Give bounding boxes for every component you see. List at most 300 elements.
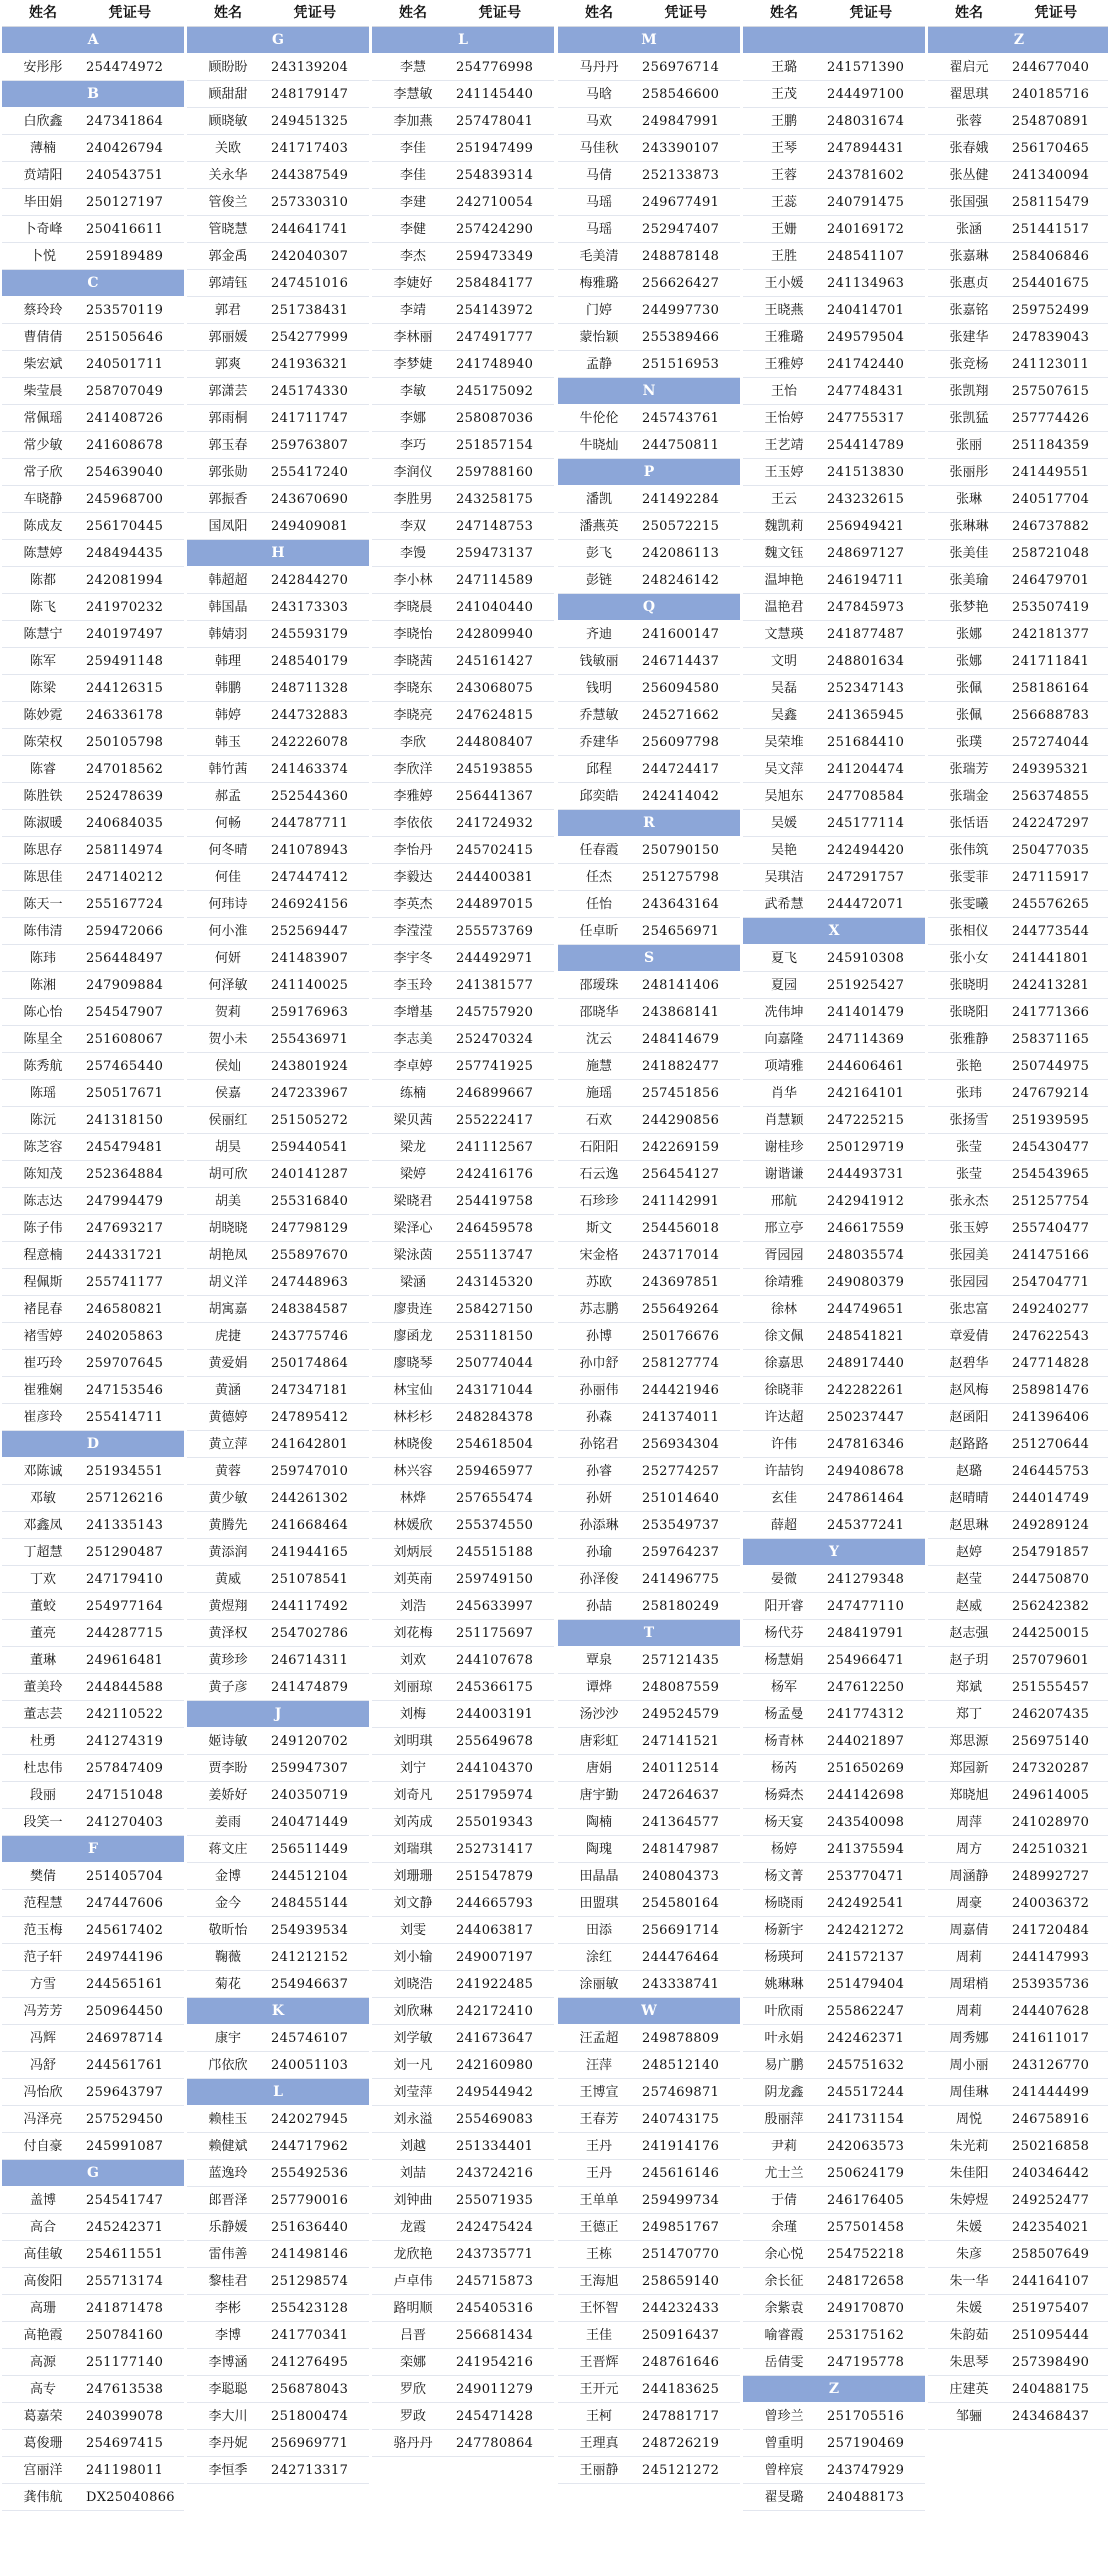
credential-number: 251934551 <box>86 1464 164 1479</box>
table-row <box>558 972 740 999</box>
table-row <box>372 648 554 675</box>
person-name: 吴琪洁 <box>764 870 804 885</box>
credential-number: 247115917 <box>1012 870 1090 885</box>
person-name: 刘瑞琪 <box>393 1842 433 1857</box>
person-name: 陈知茂 <box>23 1167 63 1182</box>
credential-number: 249252477 <box>1012 2193 1090 2208</box>
credential-number: 254776998 <box>456 60 534 75</box>
table-row <box>2 648 184 675</box>
table-row <box>187 2268 369 2295</box>
person-name: 蔡玲玲 <box>23 303 63 318</box>
credential-number: 244732883 <box>271 708 349 723</box>
credential-number: 259491148 <box>86 654 164 669</box>
table-row <box>372 1647 554 1674</box>
credential-number: 243540098 <box>827 1815 905 1830</box>
credential-number: 241496775 <box>642 1572 720 1587</box>
table-row <box>2 1485 184 1512</box>
credential-number: 246758916 <box>1012 2112 1090 2127</box>
credential-number: 249289124 <box>1012 1518 1090 1533</box>
credential-number: 245161427 <box>456 654 534 669</box>
person-name: 任杰 <box>585 870 612 885</box>
credential-number: 255492536 <box>271 2166 349 2181</box>
table-row <box>928 756 1108 783</box>
table-row <box>928 81 1108 108</box>
person-name: 苏欧 <box>585 1275 612 1290</box>
person-name: 林宝仙 <box>393 1383 433 1398</box>
credential-number: 241483907 <box>271 951 349 966</box>
credential-number: 251738431 <box>271 303 349 318</box>
table-row <box>187 2160 369 2187</box>
person-name: 张伟筑 <box>949 843 989 858</box>
table-row <box>372 594 554 621</box>
table-row <box>2 1107 184 1134</box>
credential-number: 258721048 <box>1012 546 1090 561</box>
table-row <box>372 405 554 432</box>
table-row <box>928 891 1108 918</box>
table-row <box>2 2430 184 2457</box>
table-row <box>558 1323 740 1350</box>
person-name: 肖华 <box>770 1086 797 1101</box>
person-name: 陈梁 <box>29 681 56 696</box>
table-row <box>372 1593 554 1620</box>
table-row <box>558 513 740 540</box>
credential-number: 243801924 <box>271 1059 349 1074</box>
section-header <box>2 81 184 108</box>
person-name: 顾盼盼 <box>208 60 248 75</box>
table-row <box>743 1242 925 1269</box>
credential-number: 241463374 <box>271 762 349 777</box>
person-name: 谭烨 <box>585 1680 612 1695</box>
credential-number: 257790016 <box>271 2193 349 2208</box>
person-name: 杜忠伟 <box>23 1761 63 1776</box>
table-row <box>928 567 1108 594</box>
table-row <box>558 864 740 891</box>
person-name: 郭振香 <box>208 492 248 507</box>
table-row <box>558 432 740 459</box>
person-name: 吴旭东 <box>764 789 804 804</box>
credential-number: 255414711 <box>86 1410 164 1425</box>
table-row <box>743 2457 925 2484</box>
name-header: 姓名 <box>29 5 57 21</box>
person-name: 陈天一 <box>23 897 63 912</box>
person-name: 刘钟曲 <box>393 2193 433 2208</box>
table-row <box>558 2187 740 2214</box>
credential-number: 249395321 <box>1012 762 1090 777</box>
table-row <box>743 2268 925 2295</box>
table-row <box>2 162 184 189</box>
table-row <box>2 513 184 540</box>
credential-number: 244063817 <box>456 1923 534 1938</box>
credential-number: 244492971 <box>456 951 534 966</box>
credential-number: 241396406 <box>1012 1410 1090 1425</box>
table-row <box>743 2403 925 2430</box>
credential-number: 259473349 <box>456 249 534 264</box>
credential-number: 241276495 <box>271 2355 349 2370</box>
table-row <box>558 1431 740 1458</box>
person-name: 任卓昕 <box>579 924 619 939</box>
table-row <box>743 108 925 135</box>
table-row <box>187 837 369 864</box>
credential-number: 251270644 <box>1012 1437 1090 1452</box>
credential-number: 250624179 <box>827 2166 905 2181</box>
person-name: 陈慧宁 <box>23 627 63 642</box>
credential-number: 254543965 <box>1012 1167 1090 1182</box>
credential-number: 251405704 <box>86 1869 164 1884</box>
person-name: 崔雅娴 <box>23 1383 63 1398</box>
person-name: 黄威 <box>214 1572 241 1587</box>
person-name: 石阳阳 <box>579 1140 619 1155</box>
table-row <box>743 1890 925 1917</box>
person-name: 张艳 <box>955 1059 982 1074</box>
person-name: 钱敏丽 <box>579 654 619 669</box>
table-row <box>928 405 1108 432</box>
table-row <box>2 135 184 162</box>
person-name: 刘梅 <box>399 1707 426 1722</box>
person-name: 刘永溢 <box>393 2112 433 2127</box>
table-row <box>928 135 1108 162</box>
credential-number: 248512140 <box>642 2058 720 2073</box>
table-row <box>928 1242 1108 1269</box>
person-name: 关永华 <box>208 168 248 183</box>
credential-number: 241673647 <box>456 2031 534 2046</box>
person-name: 王理真 <box>579 2436 619 2451</box>
table-row <box>372 810 554 837</box>
credential-number: 247140212 <box>86 870 164 885</box>
person-name: 张竞杨 <box>949 357 989 372</box>
table-row <box>558 1836 740 1863</box>
credential-number: 245715873 <box>456 2274 534 2289</box>
credential-number: 241600147 <box>642 627 720 642</box>
person-name: 车晓静 <box>23 492 63 507</box>
section-letter: Q <box>642 599 656 615</box>
table-row <box>2 594 184 621</box>
person-name: 顾甜甜 <box>208 87 248 102</box>
person-name: 管晓慧 <box>208 222 248 237</box>
person-name: 孙博 <box>585 1329 612 1344</box>
person-name: 尤士兰 <box>764 2166 804 2181</box>
person-name: 王佳 <box>585 2328 612 2343</box>
credential-number: 246617559 <box>827 1221 905 1236</box>
credential-number: 243258175 <box>456 492 534 507</box>
credential-number: 244107678 <box>456 1653 534 1668</box>
person-name: 翟启元 <box>949 60 989 75</box>
credential-number: 242269159 <box>642 1140 720 1155</box>
credential-number: 251275798 <box>642 870 720 885</box>
credential-number: 248541107 <box>827 249 905 264</box>
credential-number: 241944165 <box>271 1545 349 1560</box>
table-row <box>558 2160 740 2187</box>
person-name: 王丽静 <box>579 2463 619 2478</box>
credential-number: 255741177 <box>86 1275 164 1290</box>
table-row <box>928 297 1108 324</box>
table-row <box>558 2241 740 2268</box>
credential-number: 254474972 <box>86 60 164 75</box>
person-name: 王雅婷 <box>764 357 804 372</box>
credential-number: 247291757 <box>827 870 905 885</box>
credential-number: 254791857 <box>1012 1545 1090 1560</box>
credential-number: 254401675 <box>1012 276 1090 291</box>
table-row <box>2 810 184 837</box>
person-name: 张雅静 <box>949 1032 989 1047</box>
table-row <box>372 999 554 1026</box>
credential-number: 244724417 <box>642 762 720 777</box>
credential-number: 245242371 <box>86 2220 164 2235</box>
table-row <box>187 270 369 297</box>
table-row <box>372 1080 554 1107</box>
person-name: 邵瑷珠 <box>579 978 619 993</box>
person-name: 郭丽媛 <box>208 330 248 345</box>
person-name: 卢卓伟 <box>393 2274 433 2289</box>
person-name: 谢桂珍 <box>764 1140 804 1155</box>
person-name: 王怡 <box>770 384 797 399</box>
table-row <box>187 1269 369 1296</box>
section-letter: K <box>271 2003 285 2019</box>
credential-number: 241274319 <box>86 1734 164 1749</box>
table-row <box>558 1539 740 1566</box>
person-name: 殷丽萍 <box>764 2112 804 2127</box>
table-row <box>928 2133 1108 2160</box>
credential-number: 254839314 <box>456 168 534 183</box>
credential-number: 248540179 <box>271 654 349 669</box>
person-name: 夏园 <box>770 978 797 993</box>
table-row <box>372 1863 554 1890</box>
credential-number: 241134963 <box>827 276 905 291</box>
credential-number: 241668464 <box>271 1518 349 1533</box>
person-name: 贾李盼 <box>208 1761 248 1776</box>
table-row <box>2 459 184 486</box>
person-name: 陈成友 <box>23 519 63 534</box>
credential-number: 257655474 <box>456 1491 534 1506</box>
credential-number: 241774312 <box>827 1707 905 1722</box>
table-row <box>2 1674 184 1701</box>
credential-number: 241954216 <box>456 2355 534 2370</box>
credential-number: 241270403 <box>86 1815 164 1830</box>
person-name: 张美佳 <box>949 546 989 561</box>
person-name: 范子轩 <box>23 1950 63 1965</box>
person-name: 黎桂君 <box>208 2274 248 2289</box>
table-row <box>558 918 740 945</box>
table-row <box>743 351 925 378</box>
person-name: 杨天宴 <box>764 1815 804 1830</box>
table-row <box>2 1404 184 1431</box>
table-row <box>558 189 740 216</box>
person-name: 赵函阳 <box>949 1410 989 1425</box>
table-row <box>928 189 1108 216</box>
credential-number: 247693217 <box>86 1221 164 1236</box>
person-name: 卜悦 <box>29 249 56 264</box>
credential-number: 242282261 <box>827 1383 905 1398</box>
table-row <box>743 2484 925 2511</box>
credential-number: 257507615 <box>1012 384 1090 399</box>
credential-number: 250477035 <box>1012 843 1090 858</box>
table-row <box>187 135 369 162</box>
credential-number: 244400381 <box>456 870 534 885</box>
person-name: 邓敏 <box>29 1491 56 1506</box>
person-name: 卜奇峰 <box>23 222 63 237</box>
person-name: 王胜 <box>770 249 797 264</box>
person-name: 蓝逸玲 <box>208 2166 248 2181</box>
credential-number: 252478639 <box>86 789 164 804</box>
table-row <box>2 1809 184 1836</box>
person-name: 徐晓菲 <box>764 1383 804 1398</box>
person-name: 朱光莉 <box>949 2139 989 2154</box>
person-name: 李建 <box>399 195 426 210</box>
person-name: 邵晓华 <box>579 1005 619 1020</box>
person-name: 赵子玥 <box>949 1653 989 1668</box>
section-header <box>743 918 925 945</box>
table-row <box>2 1215 184 1242</box>
table-row <box>928 1674 1108 1701</box>
person-name: 王蓉 <box>770 168 797 183</box>
person-name: 安彤彤 <box>23 60 63 75</box>
table-row <box>558 729 740 756</box>
table-row <box>558 999 740 1026</box>
person-name: 张莹 <box>955 1140 982 1155</box>
table-row <box>187 945 369 972</box>
person-name: 张琳琳 <box>949 519 989 534</box>
table-row <box>372 972 554 999</box>
table-row <box>743 1809 925 1836</box>
credential-number: 245430477 <box>1012 1140 1090 1155</box>
credential-number: 247347181 <box>271 1383 349 1398</box>
person-name: 刘珊珊 <box>393 1869 433 1884</box>
credential-number: 251479404 <box>827 1977 905 1992</box>
credential-number: 258180249 <box>642 1599 720 1614</box>
credential-number: 242164101 <box>827 1086 905 1101</box>
table-row <box>743 405 925 432</box>
table-row <box>372 1053 554 1080</box>
person-name: 陈淑暖 <box>23 816 63 831</box>
table-row <box>558 1755 740 1782</box>
credential-number: 251095444 <box>1012 2328 1090 2343</box>
table-row <box>187 918 369 945</box>
credential-number: 247780864 <box>456 2436 534 2451</box>
table-row <box>743 945 925 972</box>
person-name: 高专 <box>29 2382 56 2397</box>
table-row <box>928 2025 1108 2052</box>
credential-number: 248284378 <box>456 1410 534 1425</box>
person-name: 李怡丹 <box>393 843 433 858</box>
credential-number: 245991087 <box>86 2139 164 2154</box>
table-row <box>743 1728 925 1755</box>
person-name: 姚琳琳 <box>764 1977 804 1992</box>
person-name: 方雪 <box>29 1977 56 1992</box>
credential-number: 247153546 <box>86 1383 164 1398</box>
credential-number: 259749150 <box>456 1572 534 1587</box>
person-name: 李健 <box>399 222 426 237</box>
table-row <box>372 2187 554 2214</box>
section-letter: M <box>641 32 657 48</box>
table-row <box>743 594 925 621</box>
person-name: 石珍珍 <box>579 1194 619 1209</box>
person-name: 赵风梅 <box>949 1383 989 1398</box>
credential-number: 242492541 <box>827 1896 905 1911</box>
person-name: 王雅璐 <box>764 330 804 345</box>
table-row <box>372 1296 554 1323</box>
person-name: 乐静媛 <box>208 2220 248 2235</box>
table-row <box>743 621 925 648</box>
table-row <box>928 351 1108 378</box>
table-row <box>743 2430 925 2457</box>
table-row <box>558 2430 740 2457</box>
credential-number: 259747010 <box>271 1464 349 1479</box>
credential-number: 240051103 <box>271 2058 349 2073</box>
person-name: 陈瑶 <box>29 1086 56 1101</box>
table-row <box>372 918 554 945</box>
credential-number: 244407628 <box>1012 2004 1090 2019</box>
table-row <box>928 1107 1108 1134</box>
table-row <box>928 1188 1108 1215</box>
credential-number: 258371165 <box>1012 1032 1090 1047</box>
credential-number: 251925427 <box>827 978 905 993</box>
table-row <box>743 1431 925 1458</box>
person-name: 石云逸 <box>579 1167 619 1182</box>
credential-number: 246714311 <box>271 1653 349 1668</box>
table-row <box>372 1890 554 1917</box>
table-row <box>372 1458 554 1485</box>
person-name: 廖贵连 <box>393 1302 433 1317</box>
credential-number: 257501458 <box>827 2220 905 2235</box>
table-row <box>558 1782 740 1809</box>
person-name: 刘欢 <box>399 1653 426 1668</box>
table-row <box>743 1377 925 1404</box>
credential-number: 252731417 <box>456 1842 534 1857</box>
person-name: 林杉杉 <box>393 1410 433 1425</box>
person-name: 李欣洋 <box>393 762 433 777</box>
table-row <box>928 2187 1108 2214</box>
credential-number: 246978714 <box>86 2031 164 2046</box>
credential-number: 250784160 <box>86 2328 164 2343</box>
section-header <box>187 2079 369 2106</box>
person-name: 张莹 <box>955 1167 982 1182</box>
table-row <box>743 486 925 513</box>
section-header <box>743 1539 925 1566</box>
credential-number: 245193855 <box>456 762 534 777</box>
credential-number: 247679214 <box>1012 1086 1090 1101</box>
person-name: 何冬晴 <box>208 843 248 858</box>
person-name: 赵婷 <box>955 1545 982 1560</box>
credential-number: 241742440 <box>827 357 905 372</box>
person-name: 王怡婷 <box>764 411 804 426</box>
table-row <box>2 1512 184 1539</box>
credential-number: 244472071 <box>827 897 905 912</box>
table-row <box>372 891 554 918</box>
section-header <box>928 27 1108 54</box>
credential-number: 256097798 <box>642 735 720 750</box>
table-row <box>187 405 369 432</box>
credential-number: 247447606 <box>86 1896 164 1911</box>
person-name: 孙巾舒 <box>579 1356 619 1371</box>
person-name: 梁婷 <box>399 1167 426 1182</box>
credential-number: 244014749 <box>1012 1491 1090 1506</box>
table-row <box>2 1161 184 1188</box>
person-name: 张惠贞 <box>949 276 989 291</box>
table-row <box>372 243 554 270</box>
person-name: 周珺梢 <box>949 1977 989 1992</box>
person-name: 刘雯 <box>399 1923 426 1938</box>
person-name: 程意楠 <box>23 1248 63 1263</box>
person-name: 吴荣堆 <box>764 735 804 750</box>
table-row <box>743 1134 925 1161</box>
table-row <box>743 2079 925 2106</box>
table-row <box>928 2376 1108 2403</box>
table-row <box>372 1026 554 1053</box>
person-name: 范程慧 <box>23 1896 63 1911</box>
person-name: 刘浩 <box>399 1599 426 1614</box>
person-name: 胡晓晓 <box>208 1221 248 1236</box>
person-name: 刘芮成 <box>393 1815 433 1830</box>
table-row <box>558 270 740 297</box>
